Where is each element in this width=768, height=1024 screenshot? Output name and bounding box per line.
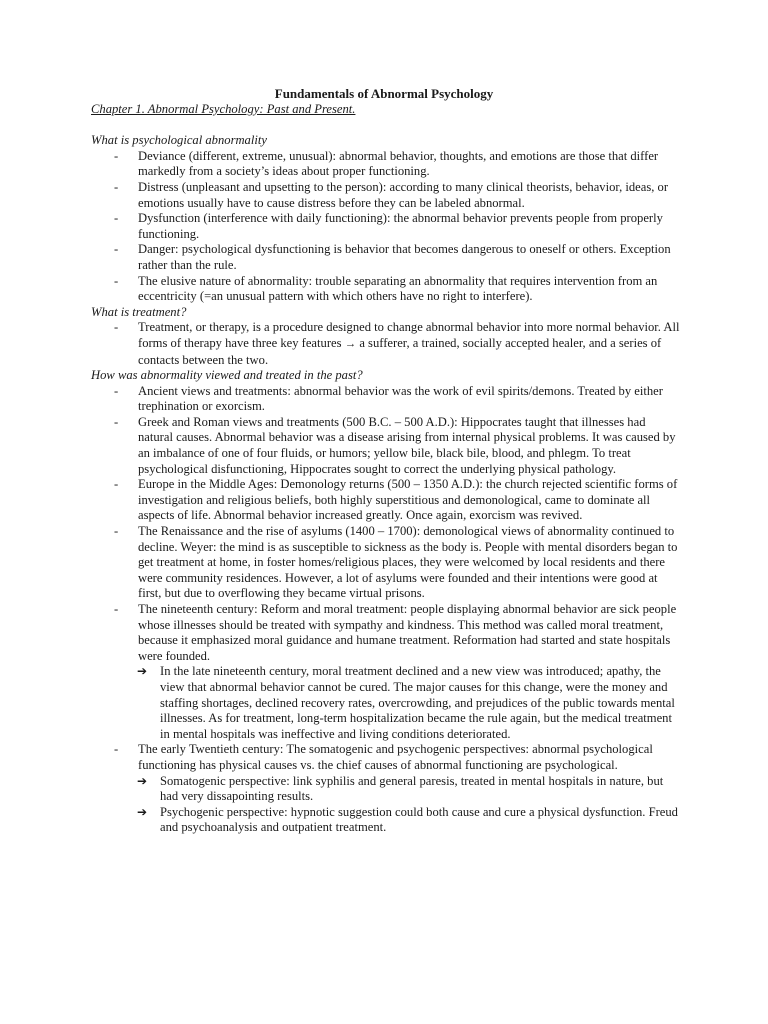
list-item-text: The Renaissance and the rise of asylums (1400 – 1700): demonological views of abnormality continued to decline. Weyer: the mind is as susceptible to sickness as the body is. People with mental disorders began to get treatment at home, in foster homes/religious places, they were welcomed by local residents and there were community residences. However, a lot of asylums were founded and their intentions were good at first, but due to overflowing they became virtual prisons.	[138, 524, 678, 601]
sub-list-item-text: Somatogenic perspective: link syphilis and general paresis, treated in mental hospitals in nature, but had very dissapointing results.	[160, 773, 664, 804]
list-item	[91, 477, 681, 524]
document-title: Fundamentals of Abnormal Psychology	[274, 86, 494, 101]
list-item-text: Distress (unpleasant and upsetting to the person): according to many clinical theorists, behavior, ideas, or emotions usually have to cause distress before they can be labeled abnormal.	[138, 179, 669, 210]
sub-list-item	[91, 664, 681, 742]
arrow-bullet-icon: ➔	[137, 804, 148, 819]
list-item	[91, 211, 681, 242]
list-item-text-continued: a sufferer, a trained, socially accepted healer, and a series of contacts between the two.	[138, 335, 662, 367]
list-item	[91, 384, 681, 415]
dash-bullet: -	[114, 320, 119, 335]
list-item-text: Ancient views and treatments: abnormal behavior was the work of evil spirits/demons. Treated by either trephination or exorcism.	[138, 383, 663, 414]
dash-bullet: -	[114, 179, 119, 194]
sub-list-item-text: In the late nineteenth century, moral treatment declined and a new view was introduced; apathy, the view that abnormal behavior cannot be cured. The major causes for this change, were the money and staffing shortages, declined recovery rates, overcrowding, and prejudices of the public towards mental illnesses. As for treatment, long-term hospitalization became the rule again, but the medical treatment in mental hospitals was ineffective and living conditions deteriorated.	[160, 664, 675, 741]
dash-bullet: -	[114, 414, 119, 429]
list-item-text: Dysfunction (interference with daily functioning): the abnormal behavior prevents people from properly functioning.	[138, 211, 663, 241]
dash-bullet: -	[114, 524, 119, 539]
list-item	[91, 742, 681, 773]
sub-list-item	[91, 774, 681, 805]
list-item-text: Danger: psychological dysfunctioning is behavior that becomes dangerous to oneself or others. Exception rather than the rule.	[138, 242, 671, 272]
sub-list-item-text: Psychogenic perspective: hypnotic suggestion could both cause and cure a physical dysfunction. Freud and psychoanalysis and outpatient treatment.	[160, 804, 678, 835]
list-item	[91, 274, 681, 305]
dash-bullet: -	[114, 477, 119, 492]
list-item-text: Greek and Roman views and treatments (500 B.C. – 500 A.D.): Hippocrates taught that illnesses had natural causes. Abnormal behavior was a disease arising from internal physical problems. It was caused by an imbalance of one of four fluids, or humors; yellow bile, black bile, blood, and phlegm. To treat psychological disfunctioning, Hippocrates sought to correct the underlying physical pathology.	[138, 414, 676, 476]
arrow-bullet-icon: ➔	[137, 664, 148, 679]
arrow-bullet-icon: ➔	[137, 773, 148, 788]
list-item-text: Europe in the Middle Ages: Demonology returns (500 – 1350 A.D.): the church rejected scientific forms of investigation and religious beliefs, both highly superstitious and demonological, came to dominate all aspects of life. Abnormal behavior increased greatly. Once again, exorcism was revived.	[138, 477, 678, 523]
section-heading: How was abnormality viewed and treated in the past?	[91, 368, 363, 383]
list-item-text: Treatment, or therapy, is a procedure designed to change abnormal behavior into more normal behavior. All forms of therapy have three key features	[138, 320, 680, 350]
arrow-right-icon: →	[344, 337, 357, 350]
list-item	[91, 180, 681, 211]
section-heading: What is treatment?	[91, 304, 187, 319]
dash-bullet: -	[114, 742, 119, 757]
list-item	[91, 415, 681, 477]
list-item	[91, 524, 681, 602]
list-item	[91, 242, 681, 273]
list-item-text: The elusive nature of abnormality: trouble separating an abnormality that requires intervention from an eccentricity (=an unusual pattern with which others have no right to interfere).	[138, 273, 658, 304]
dash-bullet: -	[114, 273, 119, 288]
blank-line	[91, 118, 681, 134]
dash-bullet: -	[114, 211, 119, 226]
list-item-text: The nineteenth century: Reform and moral treatment: people displaying abnormal behavior are sick people whose illnesses should be treated with sympathy and kindness. This method was called moral treatment, because it emphasized moral guidance and humane treatment. Reformation had started and state hospitals were founded.	[138, 602, 677, 663]
chapter-heading: Chapter 1. Abnormal Psychology: Past and Present.	[91, 102, 356, 116]
dash-bullet: -	[114, 383, 119, 398]
dash-bullet: -	[114, 602, 119, 616]
list-item	[91, 602, 681, 664]
list-item	[91, 320, 681, 368]
dash-bullet: -	[114, 242, 119, 257]
sub-list-item	[91, 805, 681, 836]
list-item	[91, 149, 681, 180]
section-heading: What is psychological abnormality	[91, 133, 267, 148]
list-item-text: Deviance (different, extreme, unusual): abnormal behavior, thoughts, and emotions are those that differ markedly from a society’s ideas about proper functioning.	[138, 148, 659, 179]
document-body	[91, 102, 681, 836]
list-item-text: The early Twentieth century: The somatogenic and psychogenic perspectives: abnormal psychological functioning has physical causes vs. the chief causes of abnormal functioning are psychological.	[138, 742, 653, 772]
dash-bullet: -	[114, 148, 119, 163]
